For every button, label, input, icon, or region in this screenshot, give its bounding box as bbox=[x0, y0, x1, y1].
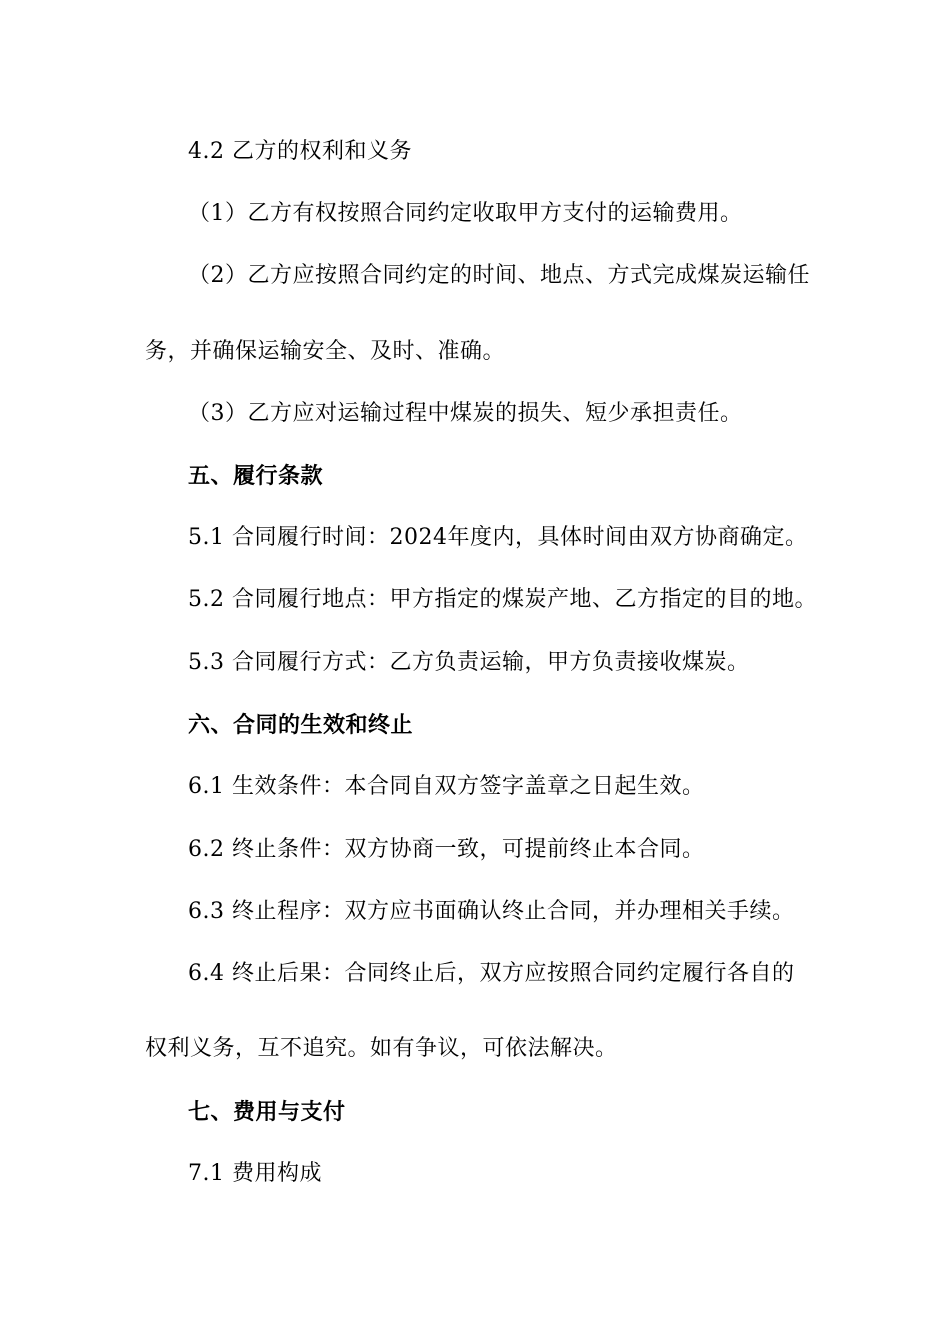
clause-4-2-3: （3）乙方应对运输过程中煤炭的损失、短少承担责任。 bbox=[188, 401, 743, 426]
clause-6-4-line2: 权利义务，互不追究。如有争议，可依法解决。 bbox=[145, 1036, 618, 1061]
clause-5-2: 5.2 合同履行地点：甲方指定的煤炭产地、乙方指定的目的地。 bbox=[188, 587, 817, 612]
clause-4-2-2-line2: 务，并确保运输安全、及时、准确。 bbox=[145, 339, 506, 364]
section-heading-6: 六、合同的生效和终止 bbox=[188, 712, 414, 738]
section-heading-5: 五、履行条款 bbox=[188, 463, 324, 489]
clause-5-1: 5.1 合同履行时间：2024年度内，具体时间由双方协商确定。 bbox=[188, 525, 808, 550]
clause-6-3: 6.3 终止程序：双方应书面确认终止合同，并办理相关手续。 bbox=[188, 899, 795, 924]
clause-6-1: 6.1 生效条件：本合同自双方签字盖章之日起生效。 bbox=[188, 774, 705, 799]
clause-6-4-line1: 6.4 终止后果：合同终止后，双方应按照合同约定履行各自的 bbox=[188, 961, 795, 986]
clause-5-3: 5.3 合同履行方式：乙方负责运输，甲方负责接收煤炭。 bbox=[188, 650, 750, 675]
clause-7-1: 7.1 费用构成 bbox=[188, 1161, 322, 1186]
clause-6-2: 6.2 终止条件：双方协商一致，可提前终止本合同。 bbox=[188, 837, 705, 862]
section-heading-7: 七、费用与支付 bbox=[188, 1099, 346, 1125]
clause-4-2-1: （1）乙方有权按照合同约定收取甲方支付的运输费用。 bbox=[188, 201, 743, 226]
subsection-heading-4-2: 4.2 乙方的权利和义务 bbox=[188, 139, 412, 164]
clause-4-2-2-line1: （2）乙方应按照合同约定的时间、地点、方式完成煤炭运输任 bbox=[188, 263, 810, 288]
